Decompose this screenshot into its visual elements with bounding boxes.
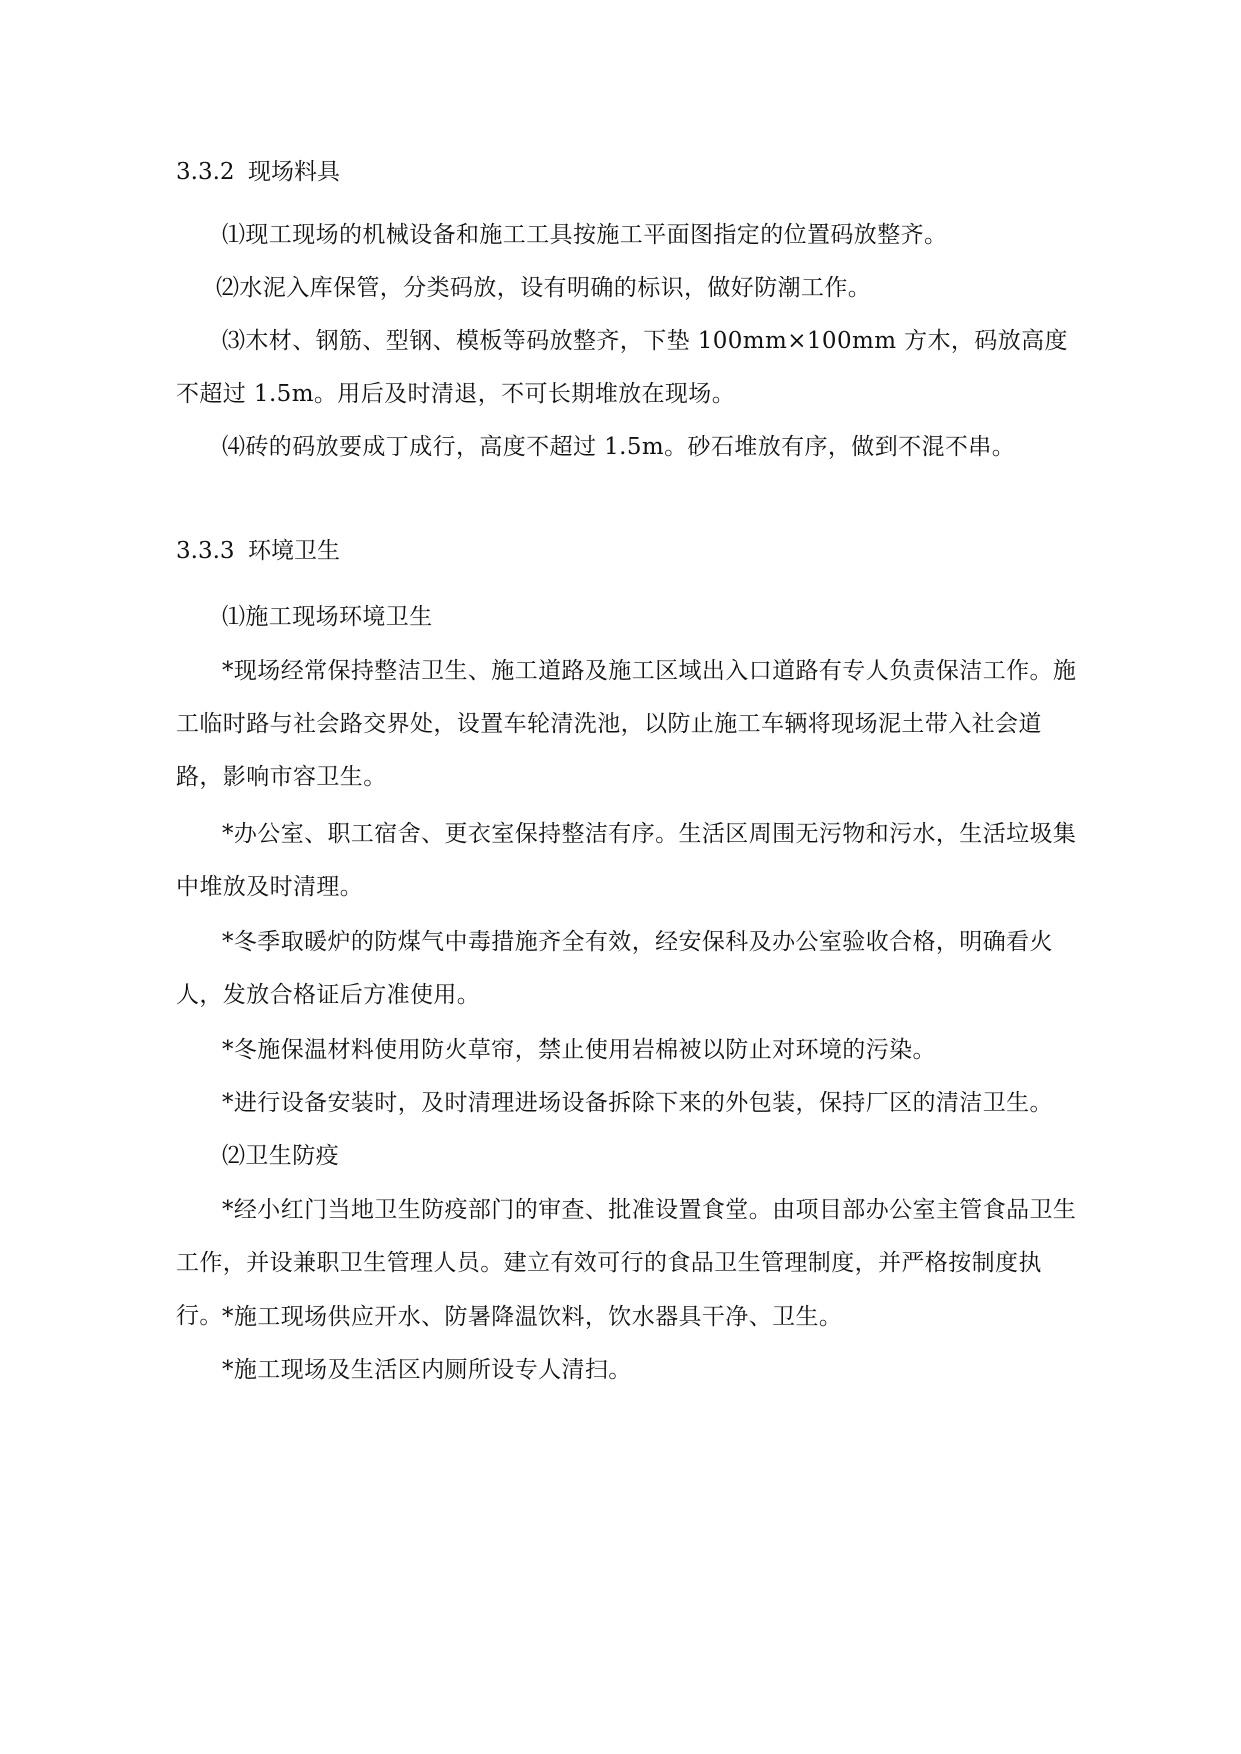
paragraph: *冬季取暖炉的防煤气中毒措施齐全有效，经安保科及办公室验收合格，明确看火人，发放合格证后方准使用。 [176,929,1053,1008]
subsection-title: ⑴施工现场环境卫生 [222,604,433,630]
paragraph: *现场经常保持整洁卫生、施工道路及施工区域出入口道路有专人负责保洁工作。施工临时路与社会路交界处，设置车轮清洗池，以防止施工车辆将现场泥土带入社会道路，影响市容卫生。 [176,658,1077,790]
section-number: 3.3.2 [176,159,235,185]
paragraph: *办公室、职工宿舍、更衣室保持整洁有序。生活区周围无污物和污水，生活垃圾集中堆放及时清理。 [176,821,1077,900]
paragraph: *进行设备安装时，及时清理进场设备拆除下来的外包装，保持厂区的清洁卫生。 [222,1090,1053,1116]
section-heading [176,157,340,187]
section-heading [176,536,340,566]
paragraph: ⑷砖的码放要成丁成行，高度不超过 1.5m。砂石堆放有序，做到不混不串。 [222,434,1016,460]
section-title: 现场料具 [248,159,340,185]
paragraph: *施工现场供应开水、防暑降温饮料，饮水器具干净、卫生。 [222,1304,843,1330]
subsection-title: ⑵卫生防疫 [222,1143,339,1169]
section-number: 3.3.3 [176,538,235,564]
paragraph: ⑶木材、钢筋、型钢、模板等码放整齐，下垫 100mm×100mm 方木，码放高度不超过 1.5m。用后及时清退，不可长期堆放在现场。 [176,328,1068,407]
paragraph: *经小红门当地卫生防疫部门的审查、批准设置食堂。由项目部办公室主管食品卫生工作，并设兼职卫生管理人员。建立有效可行的食品卫生管理制度，并严格按制度执行。 [176,1197,1077,1329]
section-title: 环境卫生 [248,538,340,564]
paragraph: ⑵水泥入库保管，分类码放，设有明确的标识，做好防潮工作。 [216,275,872,301]
paragraph: *施工现场及生活区内厕所设专人清扫。 [222,1357,632,1383]
paragraph: *冬施保温材料使用防火草帘，禁止使用岩棉被以防止对环境的污染。 [222,1037,936,1063]
paragraph: ⑴现工现场的机械设备和施工工具按施工平面图指定的位置码放整齐。 [222,222,948,248]
